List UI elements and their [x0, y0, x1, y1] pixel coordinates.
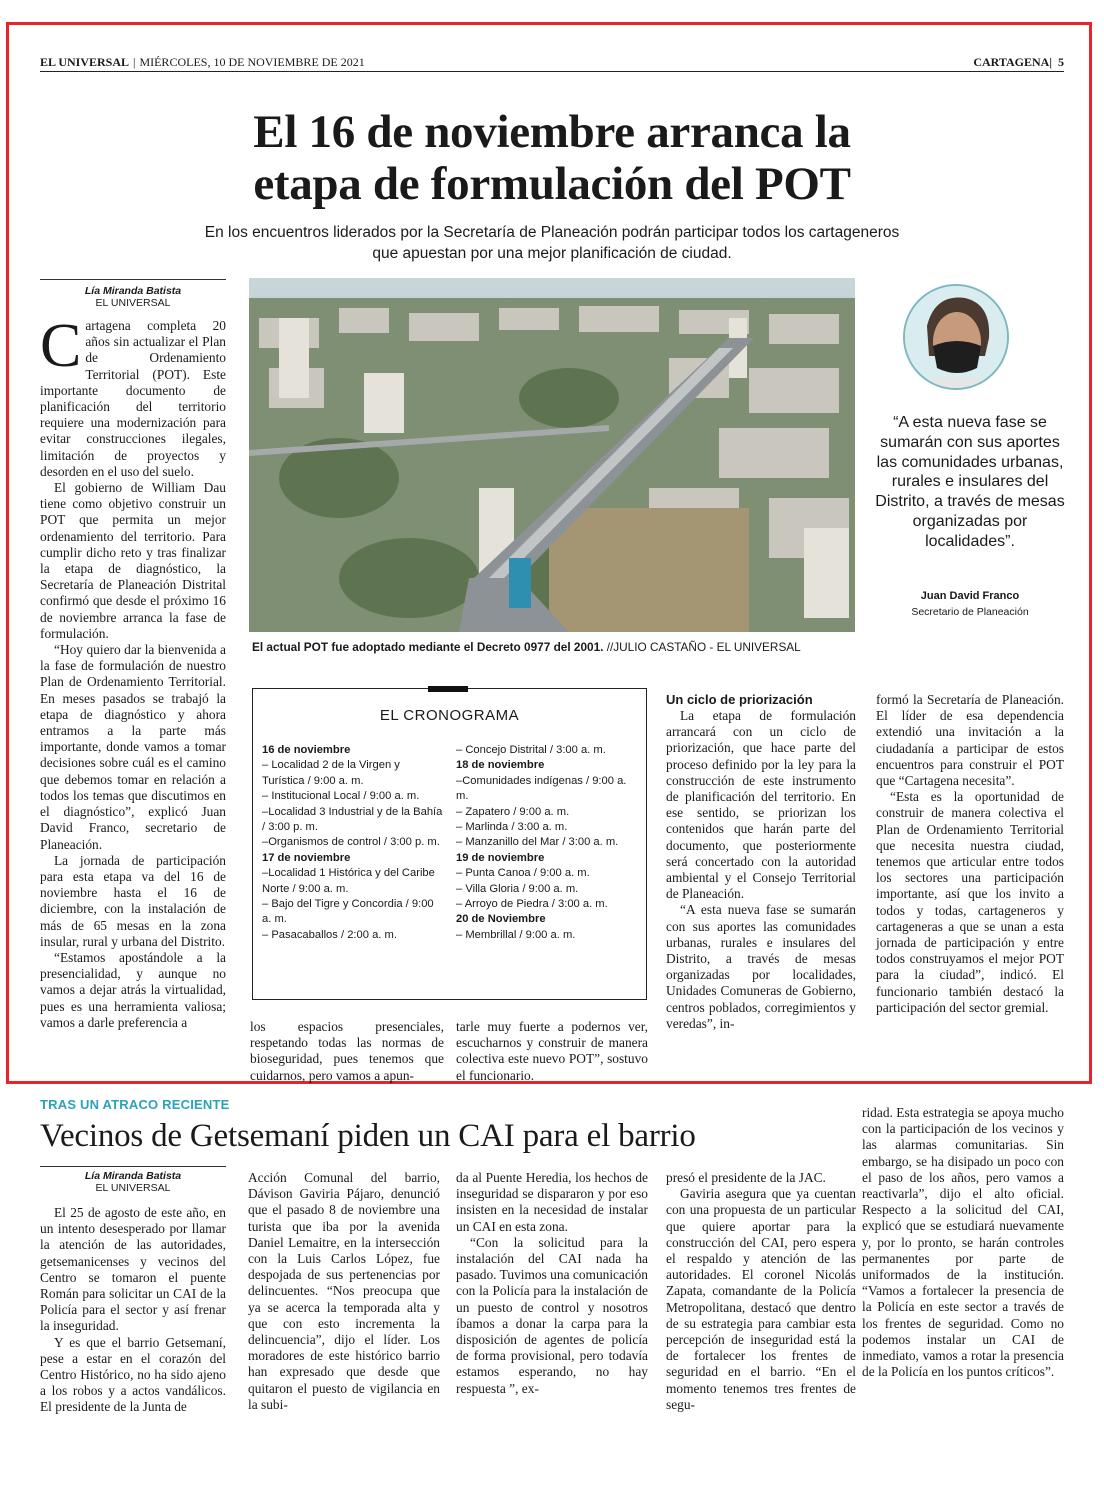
schedule-entry: – Zapatero / 9:00 a. m. — [456, 805, 570, 818]
schedule-entry: –Organismos de control / 3:00 p. m. — [262, 836, 440, 849]
schedule-date: 17 de noviembre — [262, 851, 351, 864]
speaker-portrait — [903, 284, 1009, 390]
author-name: Lía Miranda Batista — [84, 1170, 182, 1182]
paragraph: El gobierno de William Dau tiene como objetivo construir un POT que permita un mejor ordenamiento del territorio. Para cumplir dicho reto y tras finalizar la etapa de diagnóstico, la Secretaría de Planeación Distrital confirmó que desde el próximo 16 de noviembre arranca la fase de formulación. — [40, 480, 226, 641]
paragraph: Gaviria asegura que ya cuentan con una propuesta de un particular que quiere aportar para la construcción del CAI, pero espera el respaldo y atención de las autoridades. El coronel Nicolás Zapata, comandante de la Policía Metropolitana, destacó que dentro de su estrategia para cambiar esta percepción de inseguridad está la de fortalecer los frentes de seguridad en el barrio. “En el momento tenemos tres frentes de segu- — [666, 1186, 856, 1412]
page-header-left: EL UNIVERSAL | MIÉRCOLES, 10 DE NOVIEMBRE DE 2021 — [40, 55, 365, 69]
paragraph: da al Puente Heredia, los hechos de inseguridad se dispararon y por eso insisten en la necesidad de instalar un CAI en esta zona. — [456, 1170, 648, 1234]
publication-name: EL UNIVERSAL — [40, 55, 130, 69]
paragraph: Y es que el barrio Getsemaní, pese a estar en el corazón del Centro Histórico, no ha sido ajeno a los robos y a actos vandálicos. El presidente de la Junta de — [40, 1334, 226, 1415]
article2-column-1 — [40, 1205, 226, 1416]
article-deck — [150, 222, 954, 264]
article2-kicker: TRAS UN ATRACO RECIENTE — [40, 1097, 230, 1112]
paragraph-text: artagena completa 20 años sin actualizar el Plan de Ordenamiento Territorial (POT). Este importante documento de planificación del territorio requiere una modernización para evitar construcciones ilegales, limitación de proyectos y desorden en el uso del suelo. — [40, 318, 226, 479]
article2-byline — [40, 1170, 226, 1194]
paragraph — [40, 312, 226, 480]
aerial-photo-illustration — [249, 278, 855, 632]
paragraph: “Hoy quiero dar la bienvenida a la fase de formulación de nuestro Plan de Ordenamiento Territorial. En meses pasados se trabajó la etapa de diagnóstico y ahora entramos a la parte más importante, donde vamos a tomar decisiones sobre cuál es el camino que debemos tomar en relación a todos los temas que discutimos en el diagnóstico”, explicó Juan David Franco, secretario de Planeación. — [40, 642, 226, 852]
schedule-box-tab — [428, 686, 468, 692]
schedule-entry: – Bajo del Tigre y Concordia / 9:00 a. m. — [262, 898, 434, 926]
paragraph: La jornada de participación para esta etapa va del 16 de noviembre hasta el 16 de diciembre, con la instalación de más de 65 mesas en la zona insular, rural y urbana del Distrito. — [40, 852, 226, 949]
page-header-right: CARTAGENA| 5 — [973, 55, 1064, 69]
author-org: EL UNIVERSAL — [95, 297, 171, 309]
schedule-entry: – Punta Canoa / 9:00 a. m. — [456, 867, 590, 880]
author-org: EL UNIVERSAL — [95, 1182, 171, 1194]
pull-quote: “A esta nueva fase se sumarán con sus aportes las comunidades urbanas, rurales e insulares del Distrito, a través de mesas organizadas por localidades”. — [875, 414, 1065, 550]
headline-line-1: El 16 de noviembre arranca la — [253, 106, 851, 158]
header-rule — [40, 71, 1064, 72]
section-name: CARTAGENA — [973, 55, 1050, 69]
article-column-1 — [40, 312, 226, 1031]
schedule-entry: –Comunidades indígenas / 9:00 a. m. — [456, 774, 627, 803]
author-name: Lía Miranda Batista — [84, 285, 182, 297]
article-column-2 — [250, 1019, 444, 1084]
deck-line-1: En los encuentros liderados por la Secretaría de Planeación podrán participar todos los cartageneros — [204, 224, 900, 241]
paragraph: “Con la solicitud para la instalación del CAI nada ha pasado. Tuvimos una comunicación con la Policía para la instalación de un puesto de control y nosotros íbamos a donar la carpa para la disposición de agentes de policía de forma provisional, pero todavía estamos esperando, no hay respuesta ”, ex- — [456, 1234, 648, 1396]
schedule-date: 16 de noviembre — [262, 744, 351, 756]
schedule-entry: – Marlinda / 3:00 a. m. — [456, 821, 568, 834]
article2-column-2 — [248, 1170, 440, 1413]
schedule-entry: –Localidad 1 Histórica y del Caribe Norte / 9:00 a. m. — [262, 867, 435, 895]
schedule-entry: – Localidad 2 de la Virgen y Turística / 9:00 a. m. — [262, 759, 400, 787]
headline-line-2: etapa de formulación del POT — [253, 158, 851, 210]
quote-author-role: Secretario de Planeación — [911, 606, 1029, 618]
quote-author: Juan David Franco — [920, 590, 1020, 602]
paragraph: presó el presidente de la JAC. — [666, 1170, 826, 1185]
drop-cap: C — [40, 312, 82, 380]
schedule-column-right — [456, 743, 636, 943]
article-column-5 — [876, 692, 1064, 1016]
paragraph: tarle muy fuerte a podernos ver, escucharnos y construir de manera colectiva este nuevo POT”, sostuvo el funcionario. — [456, 1019, 648, 1083]
article-column-4 — [666, 692, 856, 1032]
paragraph: los espacios presenciales, respetando todas las normas de bioseguridad, pues tenemos que cuidarnos, pero vamos a apun- — [250, 1019, 444, 1083]
paragraph: La etapa de formulación arrancará con un ciclo de priorización, que hace parte del proceso definido por la ley para la construcción de este instrumento de planificación del territorio. En ese sentido, se priorizan los contenidos que harán parte del documento, que posteriormente será concertado con la autoridad ambiental y el Consejo Territorial de Planeación. — [666, 708, 856, 902]
schedule-date: 18 de noviembre — [456, 759, 545, 772]
schedule-date: 20 de Noviembre — [456, 913, 546, 926]
schedule-entry: – Arroyo de Piedra / 3:00 a. m. — [456, 898, 608, 911]
aerial-city-photo — [249, 278, 855, 632]
page-number: 5 — [1058, 55, 1064, 69]
photo-credit: //JULIO CASTAÑO - EL UNIVERSAL — [606, 640, 801, 654]
schedule-entry: –Localidad 3 Industrial y de la Bahía / 3:00 p. m. — [262, 805, 443, 834]
article-subhead: Un ciclo de priorización — [666, 692, 813, 707]
article2-byline-rule — [40, 1166, 226, 1167]
paragraph: Acción Comunal del barrio, Dávison Gaviria Pájaro, denunció que el pasado 8 de noviembre una turista que iba por la avenida Daniel Lemaitre, en la intersección con la Luis Carlos López, fue despojada de sus pertenencias por delincuentes. “Nos preocupa que ya se acerca la temporada alta y que con esto incrementa la delincuencia”, dijo el líder. Los moradores de este histórico barrio han expresado que desde que quitaron el puesto de vigilancia en la subi- — [248, 1170, 440, 1412]
schedule-entry: – Pasacaballos / 2:00 a. m. — [262, 928, 397, 941]
schedule-entry: – Concejo Distrital / 3:00 a. m. — [456, 744, 606, 756]
article2-column-3 — [456, 1170, 648, 1397]
edition-date: MIÉRCOLES, 10 DE NOVIEMBRE DE 2021 — [139, 55, 365, 69]
byline — [40, 285, 226, 309]
schedule-date: 19 de noviembre — [456, 851, 545, 864]
byline-rule — [40, 279, 226, 280]
article2-column-4 — [666, 1170, 856, 1413]
schedule-title: EL CRONOGRAMA — [379, 707, 520, 724]
caption-text: El actual POT fue adoptado mediante el Decreto 0977 del 2001. — [252, 640, 604, 654]
article2-headline: Vecinos de Getsemaní piden un CAI para el barrio — [40, 1118, 696, 1154]
article-column-3 — [456, 1019, 648, 1084]
photo-caption — [252, 640, 872, 654]
schedule-entry: – Manzanillo del Mar / 3:00 a. m. — [456, 836, 619, 849]
paragraph: “Esta es la oportunidad de construir de manera colectiva el Plan de Ordenamiento Territorial que necesita nuestra ciudad, tenemos que articular entre todos los sectores una participación importante, así que los invito a todos y todas, cartageneros y cartageneras a que se unan a esta jornada de participación y entre todos construyamos el mejor POT para la ciudad”, indicó. El funcionario también destacó la participación del sector gremial. — [876, 789, 1064, 1015]
schedule-entry: – Institucional Local / 9:00 a. m. — [262, 790, 420, 803]
paragraph: El 25 de agosto de este año, en un intento desesperado por llamar la atención de las autoridades, getsemanicenses y vecinos del Centro se tomaron el puente Román para solicitar un CAI de la Policía para el sector y así frenar la inseguridad. — [40, 1205, 226, 1334]
paragraph: ridad. Esta estrategia se apoya mucho con la participación de los vecinos y las alarmas comunitarias. Sin embargo, se ha disipado un poco con el paso de los años, pero vamos a reactivarla”, dijo el alto oficial. Respecto a la solicitud del CAI, explicó que se estudiará nuevamente y, por lo pronto, se harán controles permanentes por parte de uniformados de la institución. “Vamos a fortalecer la presencia de la Policía en este sector a través de los frentes de seguridad. Como no podemos instalar un CAI de inmediato, vamos a rotar la presencia de la Policía en los puntos críticos”. — [862, 1105, 1064, 1380]
schedule-entry: – Villa Gloria / 9:00 a. m. — [456, 882, 579, 895]
paragraph: “A esta nueva fase se sumarán con sus aportes las comunidades urbanas, rurales e insulares del Distrito, a través de mesas organizadas por localidades, Unidades Comuneras de Gobierno, centros poblados, corregimientos y veredas”, in- — [666, 902, 856, 1031]
paragraph: formó la Secretaría de Planeación. El líder de esa dependencia extendió una invitación a la ciudadanía a participar de estos encuentros para construir el POT que “Cartagena necesita”. — [876, 692, 1064, 789]
article-headline — [0, 106, 1104, 210]
deck-line-2: que apuestan por una mejor planificación de ciudad. — [372, 245, 732, 262]
schedule-entry: – Membrillal / 9:00 a. m. — [456, 928, 576, 941]
portrait-illustration — [905, 286, 1007, 388]
article2-column-5 — [862, 1105, 1064, 1380]
paragraph: “Estamos apostándole a la presencialidad, y aunque no vamos a dejar atrás la virtualidad, pues es una herramienta valiosa; vamos a darle preferencia a — [40, 949, 226, 1030]
schedule-column-left — [262, 743, 444, 943]
